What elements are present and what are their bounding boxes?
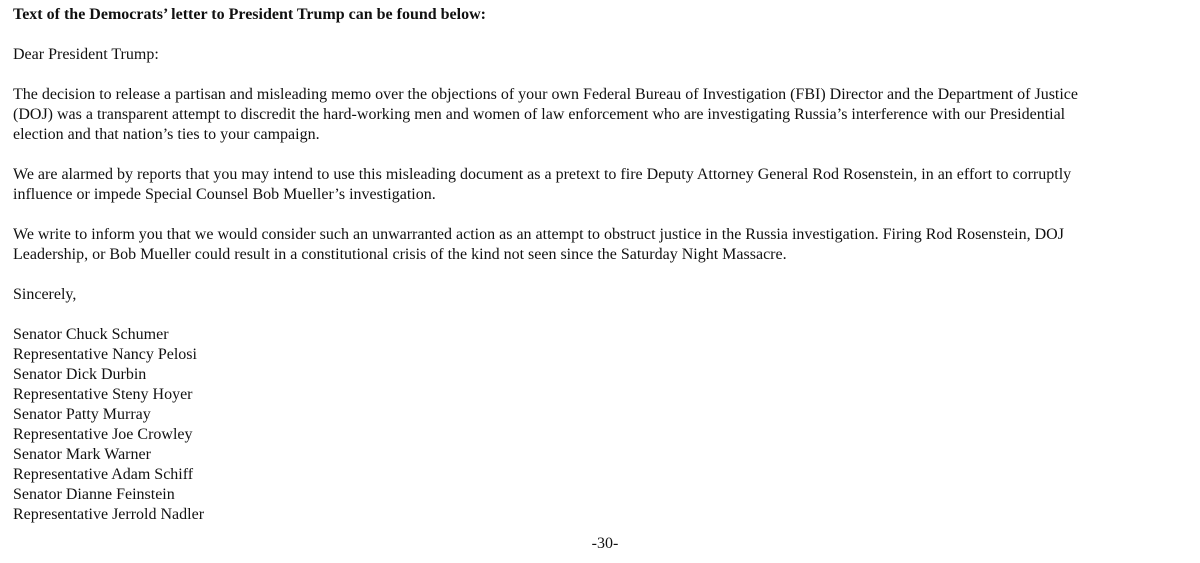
signer-name: Senator Mark Warner: [13, 446, 151, 463]
paragraph-2: [13, 165, 1188, 205]
closing: Sincerely,: [13, 286, 77, 303]
salutation: Dear President Trump:: [13, 46, 159, 63]
signer-name: Representative Joe Crowley: [13, 426, 193, 443]
signer-name: Representative Adam Schiff: [13, 466, 194, 483]
signer-name: Senator Dick Durbin: [13, 366, 147, 383]
signer-name: Senator Dianne Feinstein: [13, 486, 175, 503]
signer-list: [13, 325, 1188, 525]
paragraph-line: We write to inform you that we would consider such an unwarranted action as an attempt to obstruct justice in the Russia investigation. Firing Rod Rosenstein, DOJ: [13, 226, 1064, 243]
signer-name: Representative Steny Hoyer: [13, 386, 193, 403]
paragraph-line: Leadership, or Bob Mueller could result in a constitutional crisis of the kind not seen since the Saturday Night Massacre.: [13, 246, 787, 263]
signer-name: Senator Chuck Schumer: [13, 326, 169, 343]
signer-name: Representative Nancy Pelosi: [13, 346, 197, 363]
paragraph-line: We are alarmed by reports that you may intend to use this misleading document as a pretext to fire Deputy Attorney General Rod Rosenstein, in an effort to corruptly: [13, 166, 1072, 183]
paragraph-3: [13, 225, 1188, 265]
paragraph-line: The decision to release a partisan and misleading memo over the objections of your own Federal Bureau of Investigation (FBI) Director and the Department of Justice: [13, 86, 1079, 103]
end-mark: -30-: [591, 535, 619, 552]
signer-name: Representative Jerrold Nadler: [13, 506, 205, 523]
paragraph-line: (DOJ) was a transparent attempt to discredit the hard-working men and women of law enforcement who are investigating Russia’s interference with our Presidential: [13, 106, 1066, 123]
paragraph-line: election and that nation’s ties to your campaign.: [13, 126, 320, 143]
letter-document: [13, 5, 1188, 525]
paragraph-1: [13, 85, 1188, 145]
signer-name: Senator Patty Murray: [13, 406, 151, 423]
paragraph-line: influence or impede Special Counsel Bob Mueller’s investigation.: [13, 186, 436, 203]
document-heading: Text of the Democrats’ letter to President Trump can be found below:: [13, 6, 486, 23]
